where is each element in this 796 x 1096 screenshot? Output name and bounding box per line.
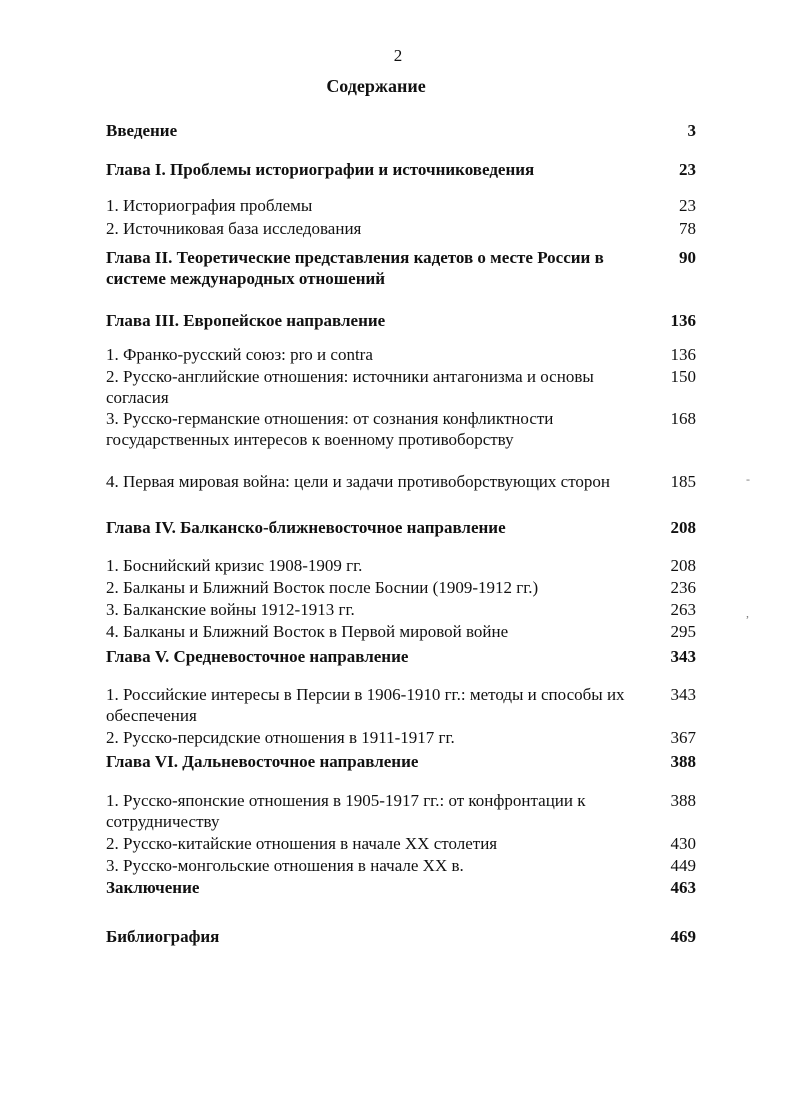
toc-entry-title: Глава IV. Балканско-ближневосточное направление [106, 518, 506, 537]
toc-entry-page: 263 [670, 600, 696, 619]
toc-entry-page: 449 [670, 856, 696, 875]
toc-entry-page: 208 [670, 518, 696, 537]
page-title: Содержание [326, 76, 426, 96]
toc-entry-title: Введение [106, 121, 178, 140]
toc-entry-title: 4. Балканы и Ближний Восток в Первой мировой войне [106, 622, 509, 641]
toc-entry-title: 2. Источниковая база исследования [106, 219, 362, 238]
toc-entry-title: Глава II. Теоретические представления кадетов о месте России в системе международных отношений [106, 248, 604, 288]
toc-entry-page: 469 [670, 927, 696, 946]
toc-entry-page: 136 [670, 345, 696, 364]
toc-entry-page: 343 [670, 685, 696, 704]
toc-entry-title: 1. Историография проблемы [106, 196, 313, 215]
toc-entry-title: Глава VI. Дальневосточное направление [106, 752, 419, 771]
toc-entry-section [106, 366, 696, 408]
toc-entry-section [106, 555, 696, 576]
toc-entry-title: 3. Балканские войны 1912-1913 гг. [106, 600, 355, 619]
toc-entry-section [106, 684, 696, 726]
toc-entry-page: 388 [670, 791, 696, 810]
toc-entry-chapter-4 [106, 517, 696, 538]
toc-entry-page: 168 [670, 409, 696, 428]
toc-entry-title: Глава I. Проблемы историографии и источниковедения [106, 160, 535, 179]
toc-entry-title: Глава V. Средневосточное направление [106, 647, 409, 666]
toc-entry-page: 367 [670, 728, 696, 747]
toc-entry-page: 388 [670, 752, 696, 771]
toc-entry-section [106, 471, 696, 492]
toc-entry-page: 90 [679, 248, 696, 267]
toc-entry-page: 150 [670, 367, 696, 386]
toc-entry-chapter-6 [106, 751, 696, 772]
toc-entry-title: 1. Франко-русский союз: pro и contra [106, 345, 373, 364]
toc-entry-page: 78 [679, 219, 696, 238]
toc-entry-section [106, 577, 696, 598]
toc-entry-title: Заключение [106, 878, 200, 897]
toc-entry-page: 430 [670, 834, 696, 853]
toc-entry-page: 3 [687, 121, 696, 140]
toc-entry-section [106, 855, 696, 876]
toc-entry-section [106, 195, 696, 216]
toc-entry-title: 2. Русско-английские отношения: источники антагонизма и основы согласия [106, 367, 594, 407]
toc-entry-title: 2. Русско-китайские отношения в начале XX столетия [106, 834, 498, 853]
toc-entry-section [106, 599, 696, 620]
toc-entry-page: 295 [670, 622, 696, 641]
toc-entry-title: 3. Русско-монгольские отношения в начале XX в. [106, 856, 464, 875]
toc-entry-page: 343 [670, 647, 696, 666]
toc-entry-section [106, 833, 696, 854]
toc-entry-page: 208 [670, 556, 696, 575]
toc-entry-title: 4. Первая мировая война: цели и задачи противоборствующих сторон [106, 472, 610, 491]
toc-entry-chapter-3 [106, 310, 696, 331]
toc-entry-page: 23 [679, 160, 696, 179]
toc-entry-page: 185 [670, 472, 696, 491]
toc-entry-section [106, 344, 696, 365]
toc-entry-chapter-5 [106, 646, 696, 667]
toc-entry-title: Глава III. Европейское направление [106, 311, 386, 330]
scan-speck: , [746, 606, 749, 620]
toc-entry-chapter-1 [106, 159, 696, 180]
toc-entry-title: 2. Русско-персидские отношения в 1911-1917 гг. [106, 728, 455, 747]
toc-entry-title: 1. Русско-японские отношения в 1905-1917 гг.: от конфронтации к сотрудничеству [106, 791, 586, 831]
toc-entry-page: 463 [670, 878, 696, 897]
toc-entry-title: Библиография [106, 927, 220, 946]
page-number: 2 [393, 46, 403, 65]
toc-entry-section [106, 408, 696, 450]
toc-entry-title: 2. Балканы и Ближний Восток после Боснии (1909-1912 гг.) [106, 578, 539, 597]
toc-entry-page: 136 [670, 311, 696, 330]
toc-entry-chapter-2 [106, 247, 696, 289]
toc-entry-page: 23 [679, 196, 696, 215]
toc-entry-title: 1. Боснийский кризис 1908-1909 гг. [106, 556, 363, 575]
toc-entry-bibliography [106, 926, 696, 947]
toc-entry-section [106, 621, 696, 642]
toc-entry-section [106, 218, 696, 239]
toc-entry-page: 236 [670, 578, 696, 597]
toc-entry-section [106, 727, 696, 748]
toc-entry-introduction [106, 120, 696, 141]
toc-entry-title: 1. Российские интересы в Персии в 1906-1910 гг.: методы и способы их обеспечения [106, 685, 625, 725]
scan-speck: - [746, 472, 750, 486]
toc-entry-section [106, 790, 696, 832]
toc-entry-title: 3. Русско-германские отношения: от сознания конфликтности государственных интересов к военному противоборству [106, 409, 554, 449]
toc-entry-conclusion [106, 877, 696, 898]
